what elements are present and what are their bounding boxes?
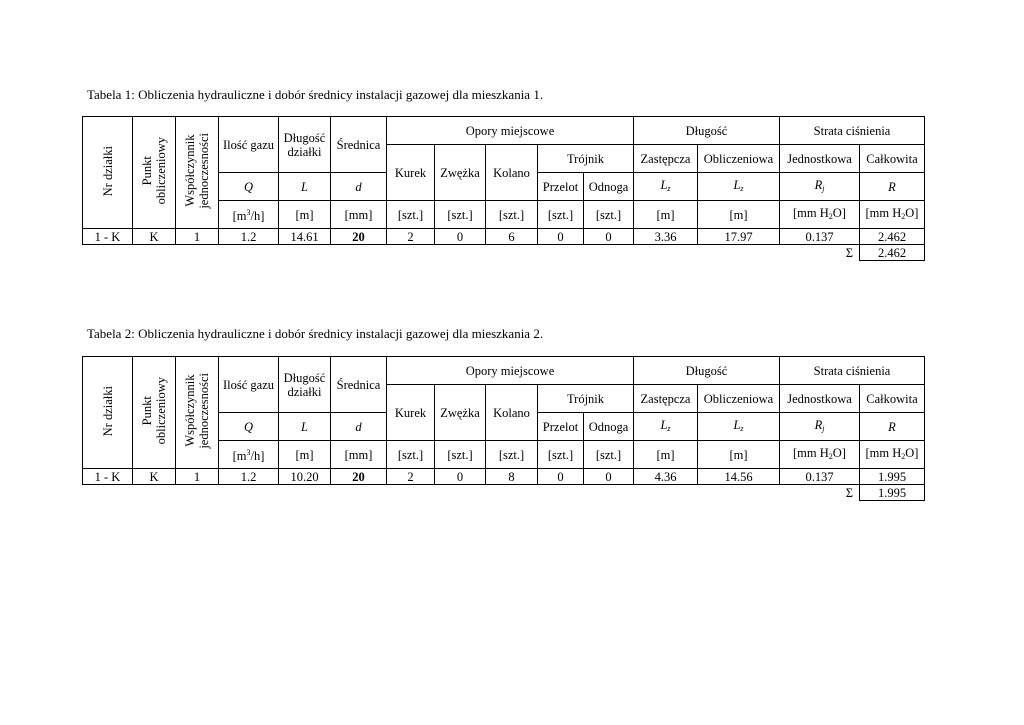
unit-kolano: [szt.] xyxy=(486,201,538,229)
cell-d: 20 xyxy=(331,469,387,485)
cell-d: 20 xyxy=(331,229,387,245)
unit-d: [mm] xyxy=(331,441,387,469)
unit-odnoga: [szt.] xyxy=(584,441,634,469)
cell-lz-obliczeniowa: 14.56 xyxy=(698,469,780,485)
table1-caption: Tabela 1: Obliczenia hydrauliczne i dobór średnicy instalacji gazowej dla mieszkania 1. xyxy=(87,87,544,102)
header-nr-dzialki: Nr działki xyxy=(83,117,133,229)
header-zwezka: Zwężka xyxy=(435,385,486,441)
cell-rj: 0.137 xyxy=(780,229,860,245)
unit-przelot: [szt.] xyxy=(538,201,584,229)
header-wspolczynnik: Współczynnik jednoczesności xyxy=(176,357,219,469)
cell-sum: 1.995 xyxy=(860,485,925,501)
cell-lz-zastepcza: 3.36 xyxy=(634,229,698,245)
header-przelot: Przelot xyxy=(538,173,584,201)
header-trojnik: Trójnik xyxy=(538,385,634,413)
header-odnoga: Odnoga xyxy=(584,413,634,441)
header-punkt-obliczeniowy: Punkt obliczeniowy xyxy=(133,357,176,469)
cell-odnoga: 0 xyxy=(584,229,634,245)
cell-nr: 1 - K xyxy=(83,469,133,485)
header-obliczeniowa: Obliczeniowa xyxy=(698,145,780,173)
header-dlugosc-group: Długość xyxy=(634,357,780,385)
cell-zwezka: 0 xyxy=(435,229,486,245)
cell-rj: 0.137 xyxy=(780,469,860,485)
cell-nr: 1 - K xyxy=(83,229,133,245)
cell-q: 1.2 xyxy=(219,229,279,245)
header-zastepcza: Zastępcza xyxy=(634,385,698,413)
cell-zwezka: 0 xyxy=(435,469,486,485)
cell-kolano: 6 xyxy=(486,229,538,245)
header-dlugosc-group: Długość xyxy=(634,117,780,145)
header-zastepcza: Zastępcza xyxy=(634,145,698,173)
header-jednostkowa: Jednostkowa xyxy=(780,385,860,413)
header-obliczeniowa: Obliczeniowa xyxy=(698,385,780,413)
header-zwezka: Zwężka xyxy=(435,145,486,201)
symbol-q: Q xyxy=(219,173,279,201)
header-ilosc-gazu: Ilość gazu xyxy=(219,357,279,413)
symbol-d: d xyxy=(331,413,387,441)
symbol-lz-obliczeniowa: $L_z$ xyxy=(698,413,780,441)
unit-przelot: [szt.] xyxy=(538,441,584,469)
unit-lz-zastepcza: [m] xyxy=(634,201,698,229)
table-row xyxy=(83,469,925,485)
sum-row xyxy=(83,485,925,501)
unit-kurek: [szt.] xyxy=(387,201,435,229)
cell-odnoga: 0 xyxy=(584,469,634,485)
unit-kurek: [szt.] xyxy=(387,441,435,469)
cell-kurek: 2 xyxy=(387,229,435,245)
unit-rj: [mm $H_2O$] xyxy=(780,441,860,469)
unit-lz-obliczeniowa: [m] xyxy=(698,201,780,229)
header-dlugosc-dzialki: Długość działki xyxy=(279,117,331,173)
symbol-r: R xyxy=(860,413,925,441)
header-trojnik: Trójnik xyxy=(538,145,634,173)
header-kurek: Kurek xyxy=(387,385,435,441)
cell-wsp: 1 xyxy=(176,469,219,485)
header-opory-miejscowe: Opory miejscowe xyxy=(387,357,634,385)
hydraulic-table-1 xyxy=(82,116,925,261)
header-wspolczynnik: Współczynnik jednoczesności xyxy=(176,117,219,229)
header-odnoga: Odnoga xyxy=(584,173,634,201)
cell-r: 1.995 xyxy=(860,469,925,485)
symbol-lz-obliczeniowa: $L_z$ xyxy=(698,173,780,201)
header-przelot: Przelot xyxy=(538,413,584,441)
cell-l: 14.61 xyxy=(279,229,331,245)
sigma-label: Σ xyxy=(845,245,853,260)
unit-q: $[m^3/h]$ xyxy=(219,201,279,229)
header-strata-cisnienia: Strata ciśnienia xyxy=(780,117,925,145)
unit-lz-zastepcza: [m] xyxy=(634,441,698,469)
header-punkt-obliczeniowy: Punkt obliczeniowy xyxy=(133,117,176,229)
header-opory-miejscowe: Opory miejscowe xyxy=(387,117,634,145)
cell-przelot: 0 xyxy=(538,229,584,245)
cell-lz-zastepcza: 4.36 xyxy=(634,469,698,485)
cell-kolano: 8 xyxy=(486,469,538,485)
symbol-lz-zastepcza: $L_z$ xyxy=(634,173,698,201)
header-calkowita: Całkowita xyxy=(860,385,925,413)
header-srednica: Średnica xyxy=(331,117,387,173)
symbol-d: d xyxy=(331,173,387,201)
unit-r: [mm $H_2O$] xyxy=(860,441,925,469)
cell-kurek: 2 xyxy=(387,469,435,485)
symbol-q: Q xyxy=(219,413,279,441)
cell-sum: 2.462 xyxy=(860,245,925,261)
header-kolano: Kolano xyxy=(486,385,538,441)
cell-wsp: 1 xyxy=(176,229,219,245)
header-kurek: Kurek xyxy=(387,145,435,201)
header-srednica: Średnica xyxy=(331,357,387,413)
symbol-l: L xyxy=(279,413,331,441)
unit-zwezka: [szt.] xyxy=(435,201,486,229)
symbol-rj: $R_j$ xyxy=(780,173,860,201)
unit-odnoga: [szt.] xyxy=(584,201,634,229)
header-strata-cisnienia: Strata ciśnienia xyxy=(780,357,925,385)
header-ilosc-gazu: Ilość gazu xyxy=(219,117,279,173)
symbol-r: R xyxy=(860,173,925,201)
table2-caption: Tabela 2: Obliczenia hydrauliczne i dobór średnicy instalacji gazowej dla mieszkania 2. xyxy=(87,326,544,341)
unit-l: [m] xyxy=(279,201,331,229)
header-kolano: Kolano xyxy=(486,145,538,201)
cell-przelot: 0 xyxy=(538,469,584,485)
cell-lz-obliczeniowa: 17.97 xyxy=(698,229,780,245)
unit-d: [mm] xyxy=(331,201,387,229)
unit-rj: [mm $H_2O$] xyxy=(780,201,860,229)
sum-row xyxy=(83,245,925,261)
header-dlugosc-dzialki: Długość działki xyxy=(279,357,331,413)
header-calkowita: Całkowita xyxy=(860,145,925,173)
unit-l: [m] xyxy=(279,441,331,469)
unit-r: [mm $H_2O$] xyxy=(860,201,925,229)
header-jednostkowa: Jednostkowa xyxy=(780,145,860,173)
cell-l: 10.20 xyxy=(279,469,331,485)
cell-q: 1.2 xyxy=(219,469,279,485)
unit-kolano: [szt.] xyxy=(486,441,538,469)
unit-lz-obliczeniowa: [m] xyxy=(698,441,780,469)
symbol-l: L xyxy=(279,173,331,201)
table-row xyxy=(83,229,925,245)
hydraulic-table-2 xyxy=(82,356,925,501)
cell-punkt: K xyxy=(133,469,176,485)
sigma-label: Σ xyxy=(845,485,853,500)
symbol-rj: $R_j$ xyxy=(780,413,860,441)
cell-r: 2.462 xyxy=(860,229,925,245)
header-nr-dzialki: Nr działki xyxy=(83,357,133,469)
cell-punkt: K xyxy=(133,229,176,245)
unit-q: $[m^3/h]$ xyxy=(219,441,279,469)
symbol-lz-zastepcza: $L_z$ xyxy=(634,413,698,441)
unit-zwezka: [szt.] xyxy=(435,441,486,469)
